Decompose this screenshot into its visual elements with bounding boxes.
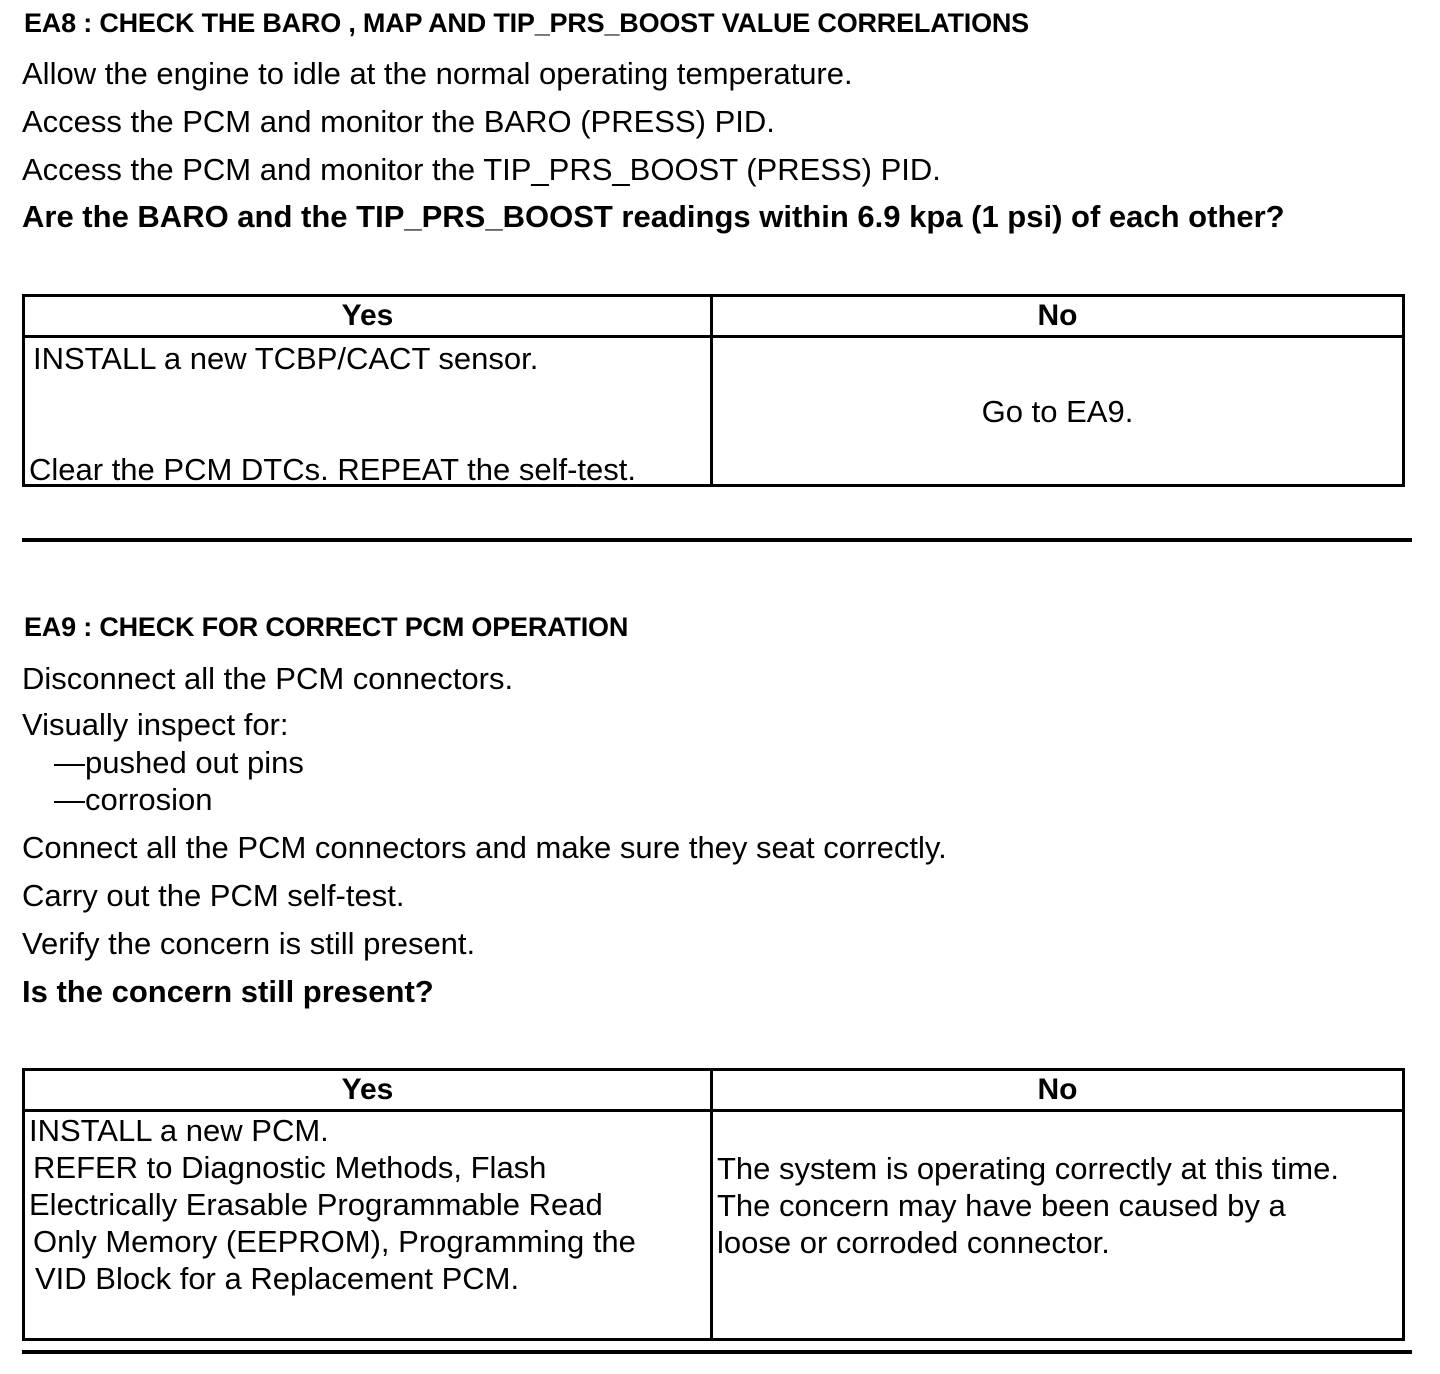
ea9-table-body-row — [24, 1111, 1404, 1340]
ea8-table-body-row — [24, 337, 1404, 486]
ea9-yes-line-3: Electrically Erasable Programmable Read — [29, 1187, 603, 1222]
ea9-step-1: Disconnect all the PCM connectors. — [22, 661, 514, 696]
ea8-heading: EA8 : CHECK THE BARO , MAP AND TIP_PRS_BOOST VALUE CORRELATIONS — [24, 8, 1029, 38]
ea9-question: Is the concern still present? — [22, 974, 434, 1009]
ea9-yes-line-4: Only Memory (EEPROM), Programming the — [33, 1224, 636, 1259]
ea9-step-3: Connect all the PCM connectors and make sure they seat correctly. — [22, 830, 947, 865]
ea9-no-line-1: The system is operating correctly at this time. — [717, 1151, 1339, 1186]
ea8-no-cell — [712, 337, 1404, 486]
ea9-table-header-row — [24, 1070, 1404, 1111]
ea9-yes-line-5: VID Block for a Replacement PCM. — [35, 1261, 520, 1296]
ea9-yes-header: Yes — [24, 1070, 712, 1111]
ea8-yes-header: Yes — [24, 296, 712, 337]
ea8-no-header: No — [712, 296, 1404, 337]
ea9-no-header: No — [712, 1070, 1404, 1111]
ea8-step-3: Access the PCM and monitor the TIP_PRS_BOOST (PRESS) PID. — [22, 152, 941, 187]
ea8-question: Are the BARO and the TIP_PRS_BOOST readings within 6.9 kpa (1 psi) of each other? — [22, 199, 1285, 234]
ea8-no-text: Go to EA9. — [981, 393, 1134, 429]
ea8-yes-line-2: Clear the PCM DTCs. REPEAT the self-test. — [29, 452, 636, 487]
ea9-inspect-item-2: —corrosion — [54, 782, 213, 817]
ea8-step-2: Access the PCM and monitor the BARO (PRESS) PID. — [22, 104, 775, 139]
ea9-no-cell — [712, 1111, 1404, 1340]
ea9-yes-line-1: INSTALL a new PCM. — [29, 1113, 329, 1148]
section-divider-2 — [22, 1350, 1412, 1354]
ea9-yes-line-2: REFER to Diagnostic Methods, Flash — [33, 1150, 547, 1185]
ea8-yes-cell — [24, 337, 712, 486]
ea9-yes-cell — [24, 1111, 712, 1340]
ea9-no-line-2: The concern may have been caused by a — [717, 1188, 1286, 1223]
ea9-decision-table — [22, 1068, 1405, 1341]
ea8-table-header-row — [24, 296, 1404, 337]
ea9-heading: EA9 : CHECK FOR CORRECT PCM OPERATION — [24, 612, 629, 642]
ea9-step-4: Carry out the PCM self-test. — [22, 878, 405, 913]
ea8-step-1: Allow the engine to idle at the normal operating temperature. — [22, 56, 853, 91]
ea9-inspect-item-1: —pushed out pins — [54, 745, 304, 780]
ea8-yes-line-1: INSTALL a new TCBP/CACT sensor. — [33, 341, 539, 376]
ea8-decision-table — [22, 294, 1405, 487]
ea9-step-2: Visually inspect for: — [22, 707, 289, 742]
ea9-step-5: Verify the concern is still present. — [22, 926, 476, 961]
section-divider-1 — [22, 538, 1412, 542]
ea9-no-line-3: loose or corroded connector. — [717, 1225, 1110, 1260]
